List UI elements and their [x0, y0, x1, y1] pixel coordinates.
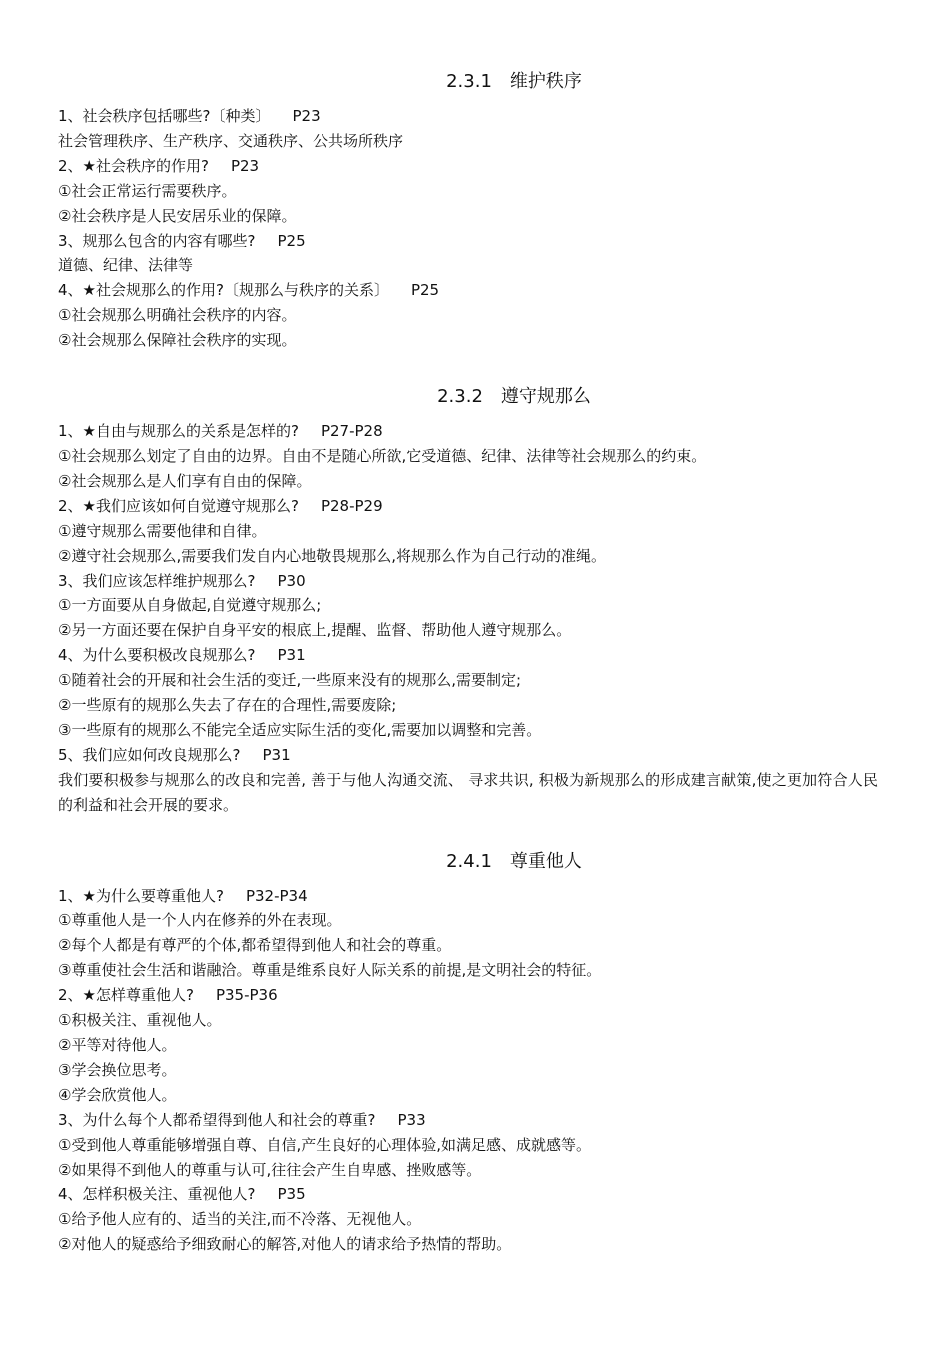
answer-line: 道德、纪律、法律等 — [58, 256, 194, 275]
answer-line: ②社会秩序是人民安居乐业的保障。 — [58, 206, 297, 225]
answer-line: ①一方面要从自身做起,自觉遵守规那么; — [58, 596, 322, 615]
question-line — [58, 983, 890, 1008]
section-number: 2.3.2 — [437, 386, 483, 408]
answer-line: ①社会规那么划定了自由的边界。自由不是随心所欲,它受道德、纪律、法律等社会规那么的约束。 — [58, 446, 707, 465]
page-reference: P32-P34 — [245, 886, 308, 905]
question-line — [58, 419, 890, 444]
answer-line: ②平等对待他人。 — [58, 1036, 177, 1054]
question-text: 1、★为什么要尊重他人? — [58, 886, 224, 905]
section — [58, 381, 890, 818]
page-reference: P23 — [292, 107, 321, 125]
answer-line: ①给予他人应有的、适当的关注,而不冷落、无视他人。 — [58, 1210, 422, 1229]
answer-line: ①随着社会的开展和社会生活的变迁,一些原来没有的规那么,需要制定; — [58, 671, 522, 690]
answer-line: ②如果得不到他人的尊重与认可,往往会产生自卑感、挫败感等。 — [58, 1160, 482, 1179]
page-reference: P28-P29 — [320, 496, 383, 515]
question-line — [58, 1108, 890, 1133]
answer-line: ②另一方面还要在保护自身平安的根底上,提醒、监督、帮助他人遵守规那么。 — [58, 621, 572, 640]
answer-line: ②社会规那么保障社会秩序的实现。 — [58, 331, 297, 350]
section-heading — [58, 381, 890, 413]
page-reference: P25 — [277, 231, 306, 250]
answer-line: ①遵守规那么需要他律和自律。 — [58, 521, 267, 540]
section-title-text: 维护秩序 — [509, 71, 582, 92]
page-reference: P35-P36 — [215, 986, 278, 1005]
question-text: 2、★我们应该如何自觉遵守规那么? — [58, 496, 299, 515]
answer-line: ②遵守社会规那么,需要我们发自内心地敬畏规那么,将规那么作为自己行动的准绳。 — [58, 546, 606, 565]
question-text: 3、为什么每个人都希望得到他人和社会的尊重? — [58, 1110, 376, 1129]
section-heading — [58, 846, 890, 878]
question-line — [58, 278, 890, 303]
answer-line: 社会管理秩序、生产秩序、交通秩序、公共场所秩序 — [58, 131, 404, 150]
question-line — [58, 569, 890, 594]
question-text: 4、怎样积极关注、重视他人? — [58, 1185, 256, 1204]
section-number: 2.3.1 — [446, 71, 492, 92]
section-title-text: 尊重他人 — [509, 850, 582, 872]
question-text: 2、★社会秩序的作用? — [58, 156, 209, 175]
question-text: 4、为什么要积极改良规那么? — [58, 646, 256, 665]
question-text: 1、★自由与规那么的关系是怎样的? — [58, 422, 299, 441]
question-line — [58, 104, 890, 129]
question-line — [58, 643, 890, 668]
page-reference: P31 — [262, 745, 291, 764]
section — [58, 846, 890, 1258]
question-text: 4、★社会规那么的作用?〔规那么与秩序的关系〕 — [58, 281, 389, 300]
section-title-text: 遵守规那么 — [500, 386, 591, 408]
page-reference: P33 — [397, 1110, 426, 1129]
section — [58, 66, 890, 353]
answer-line: ①社会正常运行需要秩序。 — [58, 181, 237, 200]
question-text: 5、我们应如何改良规那么? — [58, 745, 241, 764]
question-line — [58, 884, 890, 909]
answer-line: ①积极关注、重视他人。 — [58, 1011, 222, 1030]
question-text: 1、社会秩序包括哪些?〔种类〕 — [58, 107, 271, 125]
page-reference: P25 — [410, 281, 440, 300]
section-heading — [58, 66, 890, 98]
question-line — [58, 229, 890, 254]
answer-line: ②对他人的疑惑给予细致耐心的解答,对他人的请求给予热情的帮助。 — [58, 1235, 512, 1254]
question-text: 3、规那么包含的内容有哪些? — [58, 231, 256, 250]
answer-line: ④学会欣赏他人。 — [58, 1085, 177, 1104]
answer-line: ②社会规那么是人们享有自由的保障。 — [58, 471, 312, 490]
answer-line: ③尊重使社会生活和谐融洽。尊重是维系良好人际关系的前提,是文明社会的特征。 — [58, 961, 602, 980]
answer-line: ①社会规那么明确社会秩序的内容。 — [58, 306, 297, 325]
page-reference: P27-P28 — [320, 422, 383, 441]
answer-line: ②一些原有的规那么失去了存在的合理性,需要废除; — [58, 696, 397, 715]
question-line — [58, 743, 890, 768]
answer-line: ③一些原有的规那么不能完全适应实际生活的变化,需要加以调整和完善。 — [58, 720, 542, 739]
question-line — [58, 154, 890, 179]
question-line — [58, 494, 890, 519]
answer-line: 我们要积极参与规那么的改良和完善, 善于与他人沟通交流、 寻求共识, 积极为新规那么的形成建言献策,使之更加符合人民的利益和社会开展的要求。 — [58, 770, 878, 814]
page-reference: P23 — [230, 156, 260, 175]
answer-line: ②每个人都是有尊严的个体,都希望得到他人和社会的尊重。 — [58, 936, 452, 955]
section-number: 2.4.1 — [446, 850, 492, 872]
question-text: 2、★怎样尊重他人? — [58, 986, 194, 1005]
question-line — [58, 1182, 890, 1207]
question-text: 3、我们应该怎样维护规那么? — [58, 571, 256, 590]
page-reference: P31 — [277, 646, 306, 665]
answer-line: ①尊重他人是一个人内在修养的外在表现。 — [58, 911, 342, 930]
answer-line: ①受到他人尊重能够增强自尊、自信,产生良好的心理体验,如满足感、成就感等。 — [58, 1135, 591, 1154]
page-reference: P35 — [277, 1185, 306, 1204]
page-reference: P30 — [277, 571, 306, 590]
answer-line: ③学会换位思考。 — [58, 1060, 177, 1079]
